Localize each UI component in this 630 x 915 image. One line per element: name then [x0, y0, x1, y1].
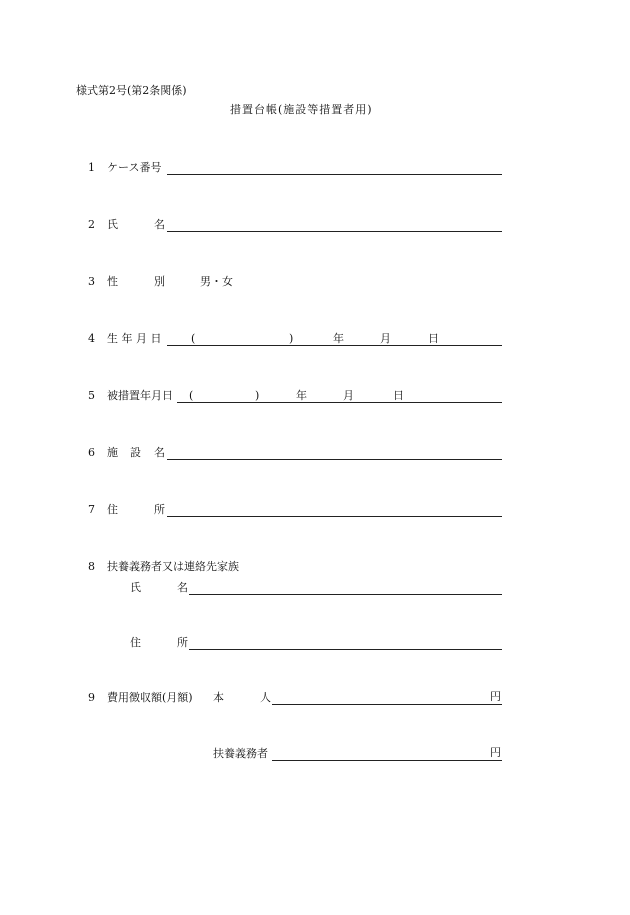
- placement-label: 被措置年月日: [107, 389, 173, 402]
- form-number: 様式第2号(第2条関係): [76, 84, 187, 97]
- case-number-label: ケース番号: [107, 161, 162, 174]
- fee-label: 費用徴収額(月額): [107, 691, 193, 704]
- family-name-label-2: 名: [177, 581, 188, 594]
- yen-unit: 円: [490, 690, 501, 703]
- family-address-field[interactable]: [189, 649, 502, 650]
- year-label: 年: [296, 389, 307, 402]
- year-label: 年: [333, 332, 344, 345]
- item-number: 4: [88, 332, 95, 345]
- birth-date-field[interactable]: [167, 345, 502, 346]
- month-label: 月: [343, 389, 354, 402]
- supporter-label: 扶養義務者: [213, 747, 268, 760]
- item-number: 8: [88, 560, 95, 573]
- address-label-2: 所: [154, 503, 165, 516]
- item-number: 3: [88, 275, 95, 288]
- self-label-1: 本: [213, 691, 224, 704]
- facility-field[interactable]: [167, 459, 502, 460]
- item-number: 6: [88, 446, 95, 459]
- day-label: 日: [393, 389, 404, 402]
- form-title: 措置台帳(施設等措置者用): [230, 103, 373, 116]
- supporter-fee-field[interactable]: [272, 760, 502, 761]
- era-paren-close: ): [255, 389, 260, 402]
- facility-label-1: 施: [107, 446, 118, 459]
- self-label-2: 人: [260, 691, 271, 704]
- sex-options[interactable]: 男・女: [200, 275, 233, 288]
- family-name-label-1: 氏: [130, 581, 141, 594]
- family-label: 扶養義務者又は連絡先家族: [107, 560, 239, 573]
- yen-unit: 円: [490, 746, 501, 759]
- item-number: 1: [88, 161, 95, 174]
- placement-date-field[interactable]: [177, 402, 502, 403]
- family-name-field[interactable]: [189, 594, 502, 595]
- family-address-label-2: 所: [177, 636, 188, 649]
- item-number: 9: [88, 691, 95, 704]
- facility-label-3: 名: [154, 446, 165, 459]
- era-paren-open: (: [191, 332, 196, 345]
- sex-label-1: 性: [107, 275, 118, 288]
- facility-label-2: 設: [130, 446, 141, 459]
- address-label-1: 住: [107, 503, 118, 516]
- month-label: 月: [380, 332, 391, 345]
- item-number: 5: [88, 389, 95, 402]
- family-address-label-1: 住: [130, 636, 141, 649]
- name-label-2: 名: [154, 218, 165, 231]
- birth-label: 生 年 月 日: [107, 332, 162, 345]
- era-paren-close: ): [289, 332, 294, 345]
- name-field[interactable]: [167, 231, 502, 232]
- era-paren-open: (: [189, 389, 194, 402]
- day-label: 日: [428, 332, 439, 345]
- case-number-field[interactable]: [167, 174, 502, 175]
- address-field[interactable]: [167, 516, 502, 517]
- name-label-1: 氏: [107, 218, 118, 231]
- item-number: 2: [88, 218, 95, 231]
- self-fee-field[interactable]: [272, 704, 502, 705]
- item-number: 7: [88, 503, 95, 516]
- sex-label-2: 別: [154, 275, 165, 288]
